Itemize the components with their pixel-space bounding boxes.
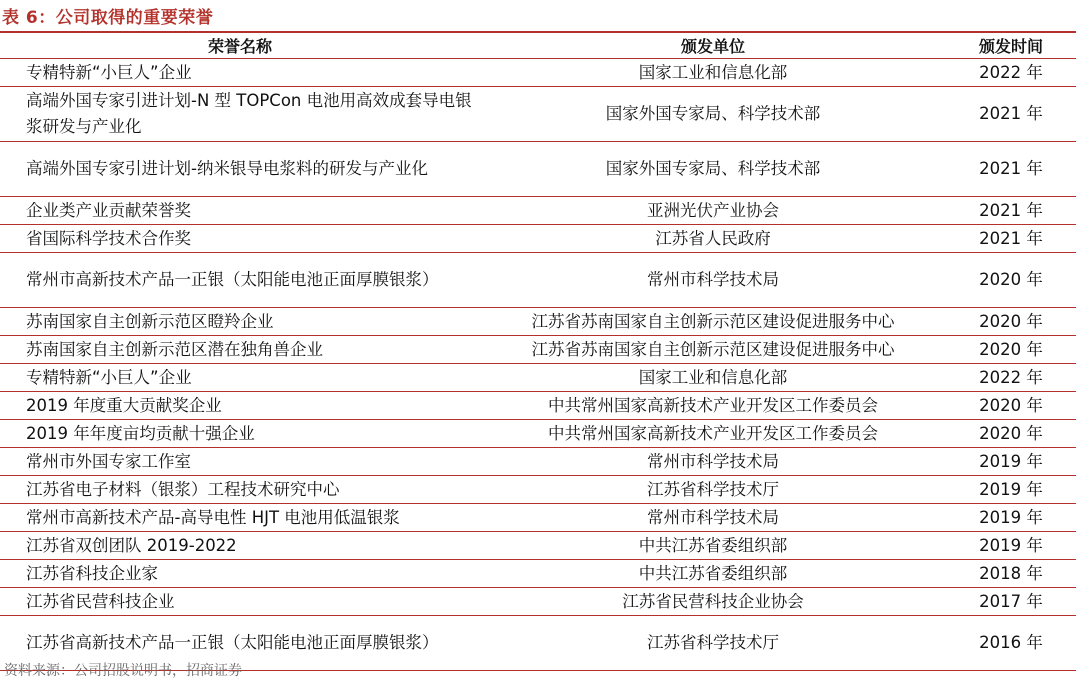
honor-name-cell: 2019 年年度亩均贡献十强企业 xyxy=(0,420,480,448)
issuer-cell: 江苏省苏南国家自主创新示范区建设促进服务中心 xyxy=(480,336,946,364)
year-cell: 2021 年 xyxy=(946,197,1076,225)
issuer-cell: 江苏省科学技术厅 xyxy=(480,476,946,504)
table-row xyxy=(0,225,1076,253)
source-note: 资料来源：公司招股说明书，招商证券 xyxy=(4,663,242,679)
issuer-cell: 江苏省科学技术厅 xyxy=(480,616,946,671)
issuer-cell: 中共江苏省委组织部 xyxy=(480,532,946,560)
honor-name-cell: 苏南国家自主创新示范区瞪羚企业 xyxy=(0,308,480,336)
year-cell: 2020 年 xyxy=(946,336,1076,364)
table-row xyxy=(0,336,1076,364)
year-cell: 2017 年 xyxy=(946,588,1076,616)
year-cell: 2020 年 xyxy=(946,308,1076,336)
table-header-row xyxy=(0,33,1076,59)
year-cell: 2021 年 xyxy=(946,142,1076,197)
year-cell: 2019 年 xyxy=(946,532,1076,560)
issuer-cell: 江苏省民营科技企业协会 xyxy=(480,588,946,616)
table-row xyxy=(0,476,1076,504)
issuer-cell: 国家工业和信息化部 xyxy=(480,364,946,392)
year-cell: 2019 年 xyxy=(946,504,1076,532)
honor-name-cell: 江苏省科技企业家 xyxy=(0,560,480,588)
honor-name-cell: 专精特新“小巨人”企业 xyxy=(0,59,480,87)
issuer-cell: 国家外国专家局、科学技术部 xyxy=(480,87,946,142)
issuer-cell: 江苏省苏南国家自主创新示范区建设促进服务中心 xyxy=(480,308,946,336)
year-cell: 2019 年 xyxy=(946,448,1076,476)
table-row xyxy=(0,588,1076,616)
table-body xyxy=(0,59,1076,671)
issuer-cell: 亚洲光伏产业协会 xyxy=(480,197,946,225)
year-cell: 2021 年 xyxy=(946,87,1076,142)
honor-name-cell: 江苏省高新技术产品一正银（太阳能电池正面厚膜银浆） xyxy=(0,616,480,671)
issuer-cell: 中共常州国家高新技术产业开发区工作委员会 xyxy=(480,420,946,448)
table-row xyxy=(0,392,1076,420)
honor-name-cell: 专精特新“小巨人”企业 xyxy=(0,364,480,392)
year-cell: 2016 年 xyxy=(946,616,1076,671)
table-row xyxy=(0,532,1076,560)
honor-name-cell: 江苏省民营科技企业 xyxy=(0,588,480,616)
honor-name-cell: 江苏省双创团队 2019-2022 xyxy=(0,532,480,560)
table-row xyxy=(0,197,1076,225)
honor-name-cell: 省国际科学技术合作奖 xyxy=(0,225,480,253)
year-cell: 2021 年 xyxy=(946,225,1076,253)
issuer-cell: 江苏省人民政府 xyxy=(480,225,946,253)
table-row xyxy=(0,560,1076,588)
year-cell: 2018 年 xyxy=(946,560,1076,588)
year-cell: 2020 年 xyxy=(946,253,1076,308)
table-row xyxy=(0,308,1076,336)
table-row xyxy=(0,59,1076,87)
table-row xyxy=(0,420,1076,448)
honor-name-cell: 2019 年度重大贡献奖企业 xyxy=(0,392,480,420)
honors-table xyxy=(0,33,1076,671)
honor-name-cell: 高端外国专家引进计划-N 型 TOPCon 电池用高效成套导电银浆研发与产业化 xyxy=(0,87,480,142)
column-header-name: 荣誉名称 xyxy=(0,33,480,59)
table-row xyxy=(0,448,1076,476)
honor-name-cell: 高端外国专家引进计划-纳米银导电浆料的研发与产业化 xyxy=(0,142,480,197)
issuer-cell: 中共常州国家高新技术产业开发区工作委员会 xyxy=(480,392,946,420)
year-cell: 2020 年 xyxy=(946,420,1076,448)
year-cell: 2019 年 xyxy=(946,476,1076,504)
issuer-cell: 国家工业和信息化部 xyxy=(480,59,946,87)
table-row xyxy=(0,142,1076,197)
issuer-cell: 国家外国专家局、科学技术部 xyxy=(480,142,946,197)
issuer-cell: 常州市科学技术局 xyxy=(480,253,946,308)
issuer-cell: 常州市科学技术局 xyxy=(480,504,946,532)
honor-name-cell: 江苏省电子材料（银浆）工程技术研究中心 xyxy=(0,476,480,504)
table-row xyxy=(0,364,1076,392)
year-cell: 2022 年 xyxy=(946,59,1076,87)
year-cell: 2020 年 xyxy=(946,392,1076,420)
issuer-cell: 常州市科学技术局 xyxy=(480,448,946,476)
column-header-year: 颁发时间 xyxy=(946,33,1076,59)
table-row xyxy=(0,253,1076,308)
honor-name-cell: 常州市高新技术产品-高导电性 HJT 电池用低温银浆 xyxy=(0,504,480,532)
year-cell: 2022 年 xyxy=(946,364,1076,392)
honor-name-cell: 常州市高新技术产品一正银（太阳能电池正面厚膜银浆） xyxy=(0,253,480,308)
table-row xyxy=(0,504,1076,532)
honor-name-cell: 苏南国家自主创新示范区潜在独角兽企业 xyxy=(0,336,480,364)
honor-name-cell: 企业类产业贡献荣誉奖 xyxy=(0,197,480,225)
table-row xyxy=(0,87,1076,142)
table-title: 表 6：公司取得的重要荣誉 xyxy=(2,8,214,28)
issuer-cell: 中共江苏省委组织部 xyxy=(480,560,946,588)
column-header-issuer: 颁发单位 xyxy=(480,33,946,59)
honor-name-cell: 常州市外国专家工作室 xyxy=(0,448,480,476)
